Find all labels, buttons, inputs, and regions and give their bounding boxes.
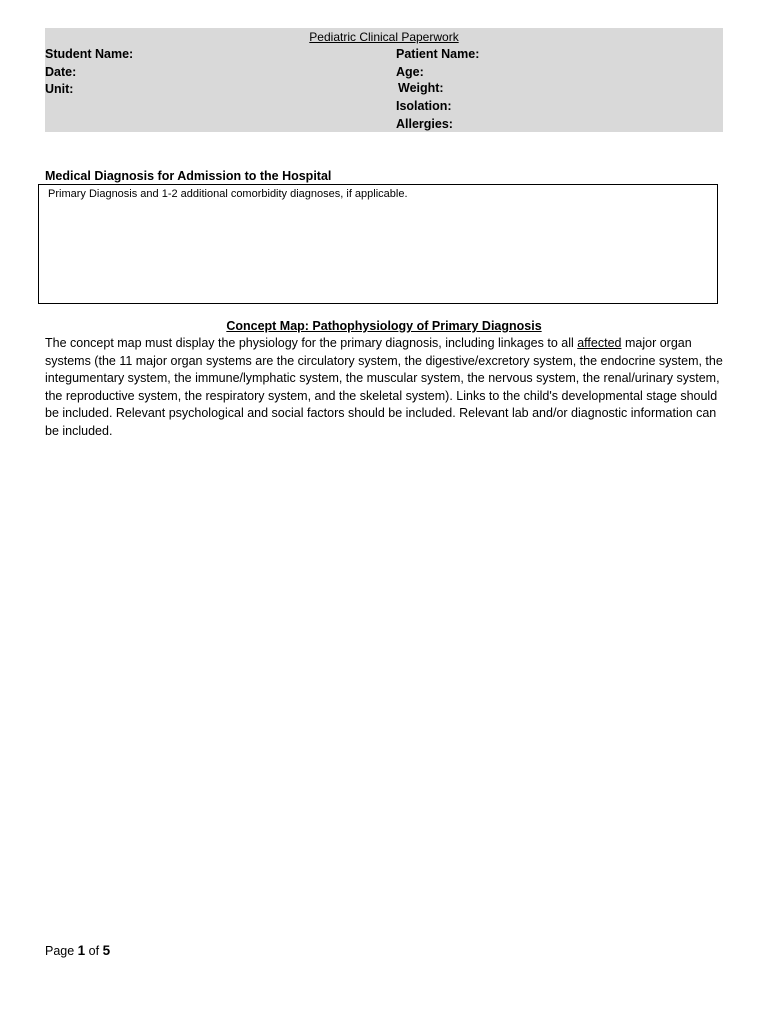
date-label: Date: bbox=[45, 65, 77, 79]
concept-map-title: Concept Map: Pathophysiology of Primary Diagnosis bbox=[226, 319, 542, 333]
concept-body-underlined-word: affected bbox=[577, 336, 622, 350]
medical-diagnosis-heading: Medical Diagnosis for Admission to the Hospital bbox=[45, 169, 332, 183]
age-label: Age: bbox=[396, 65, 424, 79]
diagnosis-hint-text: Primary Diagnosis and 1-2 additional comorbidity diagnoses, if applicable. bbox=[48, 188, 408, 200]
student-name-label: Student Name: bbox=[45, 47, 134, 61]
patient-header-block bbox=[45, 28, 723, 132]
isolation-label: Isolation: bbox=[396, 99, 452, 113]
weight-label: Weight: bbox=[398, 81, 444, 95]
concept-map-instructions bbox=[45, 335, 723, 440]
patient-name-label: Patient Name: bbox=[396, 47, 480, 61]
diagnosis-text-box[interactable] bbox=[38, 184, 718, 304]
footer-page-word: Page bbox=[45, 944, 78, 958]
allergies-label: Allergies: bbox=[396, 117, 453, 131]
footer-current-page: 1 bbox=[77, 943, 86, 958]
document-title: Pediatric Clinical Paperwork bbox=[309, 30, 459, 44]
unit-label: Unit: bbox=[45, 82, 74, 96]
footer-of-word: of bbox=[85, 944, 103, 958]
concept-body-text-2: major organ systems (the 11 major organ systems are the circulatory system, the digestive/excretory system, the endocrine system, the integumentary system, the immune/lymphatic system, the muscular system, the nervous system, the renal/urinary system, the reproductive system, the respiratory system, and the skeletal system). Links to the child's developmental stage should be included. Relevant psychological and social factors should be included. Relevant lab and/or diagnostic information can be included. bbox=[45, 336, 723, 438]
concept-body-text-1: The concept map must display the physiology for the primary diagnosis, including linkages to all bbox=[45, 336, 578, 350]
page-footer bbox=[45, 942, 110, 960]
footer-total-pages: 5 bbox=[102, 943, 111, 958]
